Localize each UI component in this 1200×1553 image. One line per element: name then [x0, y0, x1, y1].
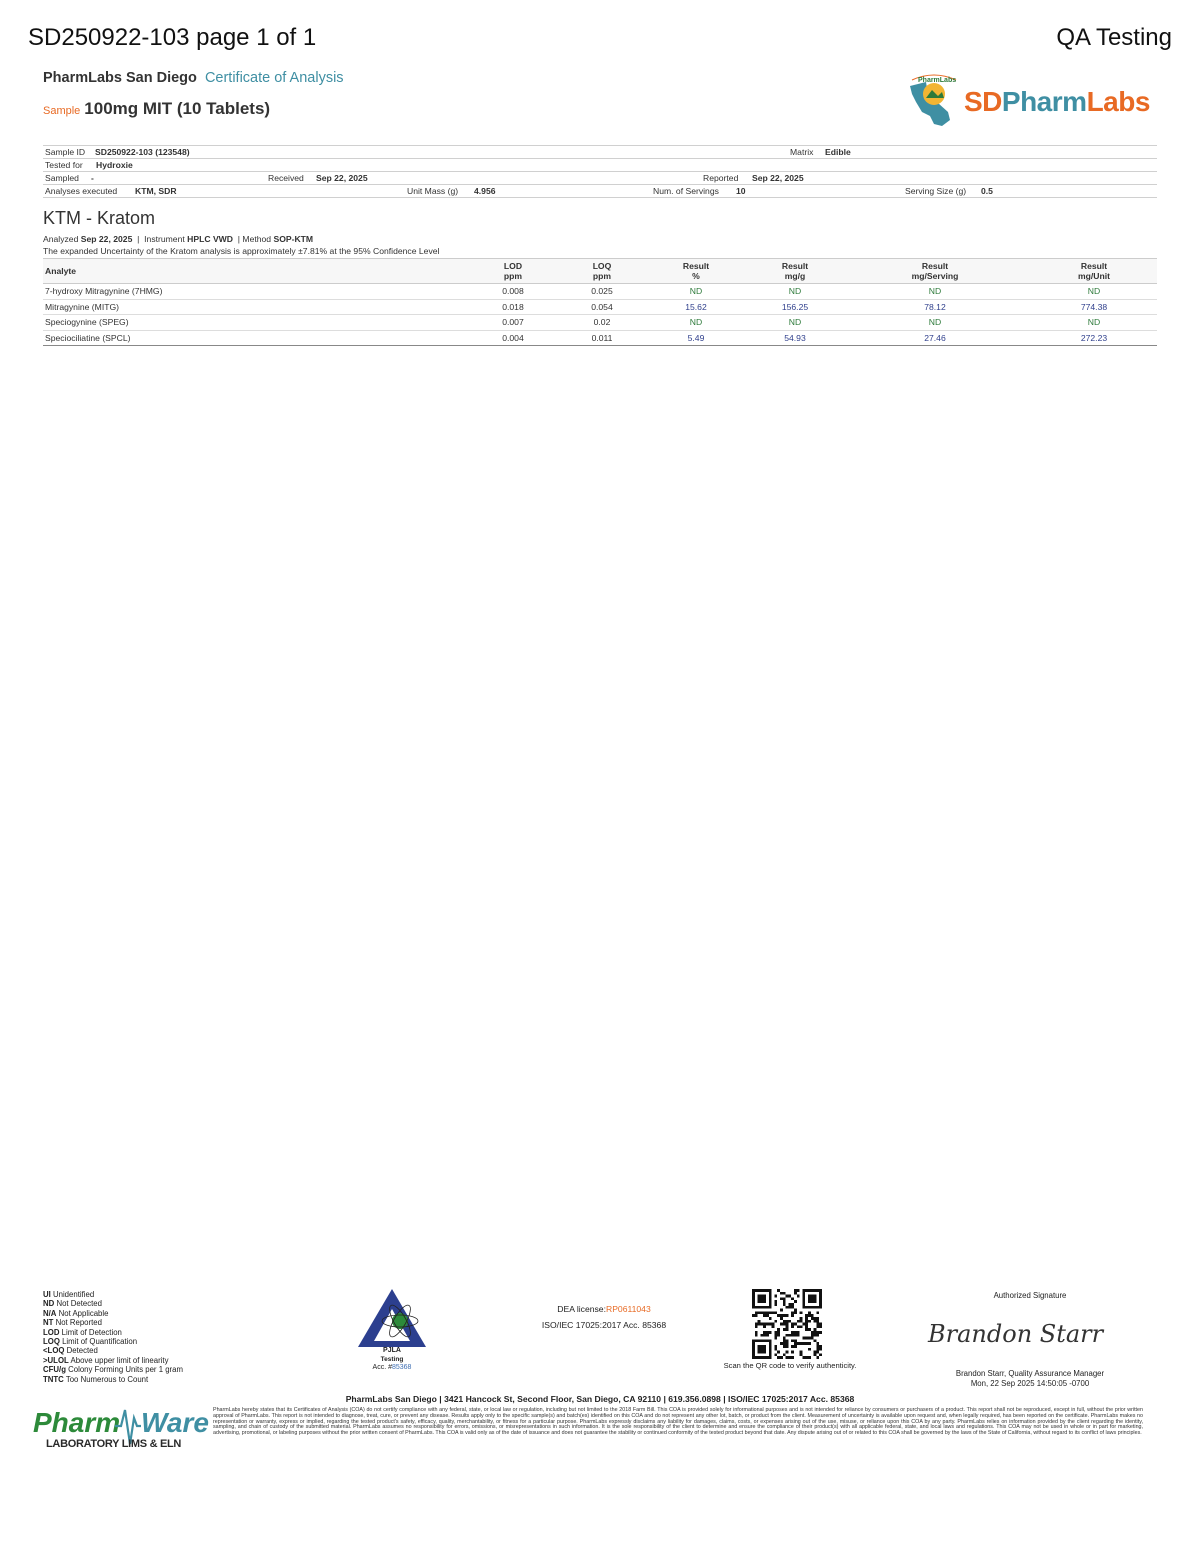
- tested-for-value: Hydroxie: [96, 160, 133, 170]
- instrument-label: Instrument: [144, 234, 185, 244]
- analyzed-date: Sep 22, 2025: [80, 234, 133, 244]
- logo-labs: Labs: [1086, 86, 1150, 117]
- abbreviation-item: >ULOL Above upper limit of linearity: [43, 1355, 169, 1365]
- authorized-signature-label: Authorized Signature: [993, 1291, 1067, 1300]
- page-id-title: SD250922-103 page 1 of 1: [28, 24, 317, 51]
- lab-heading: [43, 70, 344, 86]
- analyzed-label: Analyzed: [43, 234, 79, 244]
- value-cell: ND: [839, 315, 1031, 331]
- table-row: [43, 330, 1157, 346]
- column-header: Result mg/Unit: [1031, 259, 1157, 284]
- received-label: Received: [268, 173, 304, 183]
- value-cell: 272.23: [1031, 330, 1157, 346]
- info-row-analyses: [43, 184, 1157, 198]
- table-row: [43, 315, 1157, 331]
- table-row: [43, 299, 1157, 315]
- servings-value: 10: [736, 186, 746, 196]
- column-header: LOD ppm: [463, 259, 563, 284]
- table-header-row: [43, 259, 1157, 284]
- matrix-value: Edible: [825, 147, 851, 157]
- column-header: Analyte: [43, 259, 463, 284]
- dea-license: DEA license:RP0611043: [557, 1304, 651, 1314]
- value-cell: 774.38: [1031, 299, 1157, 315]
- iso-accreditation: ISO/IEC 17025:2017 Acc. 85368: [541, 1320, 667, 1330]
- pharmware-tagline: LABORATORY LIMS & ELN: [46, 1438, 182, 1450]
- analyte-cell: Speciociliatine (SPCL): [43, 330, 463, 346]
- lab-name: PharmLabs San Diego: [43, 70, 197, 86]
- qa-testing-label: QA Testing: [1056, 24, 1172, 51]
- analyses-value: KTM, SDR: [135, 186, 177, 196]
- serving-size-label: Serving Size (g): [905, 186, 967, 196]
- sampled-value: -: [91, 173, 94, 183]
- signature-datetime: Mon, 22 Sep 2025 14:50:05 -0700: [970, 1378, 1090, 1388]
- value-cell: 0.018: [463, 299, 563, 315]
- info-row-tested-for: [43, 158, 1157, 171]
- value-cell: 0.008: [463, 284, 563, 300]
- tested-for-label: Tested for: [45, 160, 83, 170]
- signer-details: [925, 1369, 1135, 1388]
- abbreviation-item: <LOQ Detected: [43, 1346, 98, 1356]
- value-cell: 0.004: [463, 330, 563, 346]
- logo-sd: SD: [964, 86, 1002, 117]
- table-row: [43, 284, 1157, 300]
- column-header: Result mg/Serving: [839, 259, 1031, 284]
- method-value: SOP-KTM: [273, 234, 314, 244]
- abbreviation-item: TNTC Too Numerous to Count: [43, 1374, 149, 1384]
- value-cell: ND: [641, 284, 751, 300]
- reported-label: Reported: [703, 173, 739, 183]
- column-header: Result %: [641, 259, 751, 284]
- logo-pharm: Pharm: [1001, 86, 1087, 117]
- abbreviation-item: ND Not Detected: [43, 1299, 102, 1309]
- analyte-cell: Mitragynine (MITG): [43, 299, 463, 315]
- instrument-value: HPLC VWD: [187, 234, 233, 244]
- svg-text:Brandon Starr: Brandon Starr: [928, 1320, 1104, 1348]
- abbreviation-item: CFU/g Colony Forming Units per 1 gram: [43, 1365, 183, 1375]
- abbreviation-item: LOQ Limit of Quantification: [43, 1337, 138, 1347]
- info-row-dates: [43, 171, 1157, 184]
- value-cell: 78.12: [839, 299, 1031, 315]
- abbreviation-item: N/A Not Applicable: [43, 1308, 109, 1318]
- reported-value: Sep 22, 2025: [752, 173, 804, 183]
- value-cell: ND: [641, 315, 751, 331]
- servings-label: Num. of Servings: [653, 186, 719, 196]
- column-header: LOQ ppm: [563, 259, 641, 284]
- pjla-name: PJLA: [383, 1347, 401, 1354]
- results-table: [43, 258, 1157, 346]
- value-cell: 0.011: [563, 330, 641, 346]
- pjla-accreditation-number: Acc. #85368: [372, 1364, 412, 1371]
- analyte-cell: 7-hydroxy Mitragynine (7HMG): [43, 284, 463, 300]
- svg-text:Pharm: Pharm: [33, 1407, 121, 1438]
- value-cell: 54.93: [751, 330, 839, 346]
- value-cell: ND: [1031, 315, 1157, 331]
- verification-qr-code-icon[interactable]: [752, 1289, 822, 1359]
- analysis-details: Analyzed Sep 22, 2025 | Instrument HPLC VWD | Method SOP-KTM: [43, 234, 314, 244]
- sample-label: Sample: [43, 105, 81, 117]
- sample-heading: [43, 99, 270, 119]
- unit-mass-label: Unit Mass (g): [407, 186, 459, 196]
- california-badge-icon: [904, 72, 964, 132]
- value-cell: 0.054: [563, 299, 641, 315]
- sampled-label: Sampled: [45, 173, 79, 183]
- badge-text: PharmLabs: [918, 77, 957, 84]
- qr-caption: Scan the QR code to verify authenticity.: [723, 1361, 857, 1370]
- analyses-label: Analyses executed: [45, 186, 118, 196]
- value-cell: 0.02: [563, 315, 641, 331]
- value-cell: ND: [839, 284, 1031, 300]
- value-cell: ND: [751, 284, 839, 300]
- document-type: Certificate of Analysis: [204, 70, 344, 86]
- sdpharmlabs-logo: [904, 72, 1160, 132]
- abbreviation-item: NT Not Reported: [43, 1318, 102, 1328]
- column-header: Result mg/g: [751, 259, 839, 284]
- sample-name: 100mg MIT (10 Tablets): [84, 99, 271, 118]
- value-cell: 5.49: [641, 330, 751, 346]
- value-cell: 0.025: [563, 284, 641, 300]
- value-cell: 156.25: [751, 299, 839, 315]
- value-cell: 27.46: [839, 330, 1031, 346]
- matrix-label: Matrix: [790, 147, 814, 157]
- abbreviations-legend: [43, 1290, 183, 1384]
- sample-id-value: SD250922-103 (123548): [95, 147, 190, 157]
- handwritten-signature: [920, 1316, 1140, 1350]
- serving-size-value: 0.5: [981, 186, 993, 196]
- sample-id-label: Sample ID: [45, 147, 86, 157]
- uncertainty-note: The expanded Uncertainty of the Kratom analysis is approximately ±7.81% at the 95% Confidence Level: [43, 246, 440, 256]
- logo-wordmark: [964, 86, 1150, 118]
- analyte-cell: Speciogynine (SPEG): [43, 315, 463, 331]
- method-label: Method: [242, 234, 272, 244]
- abbreviation-item: UI Unidentified: [43, 1290, 95, 1299]
- signer-name-title: Brandon Starr, Quality Assurance Manager: [955, 1369, 1105, 1378]
- legal-disclaimer: PharmLabs hereby states that its Certificates of Analysis (COA) do not certify compliance with any federal, state, or local law or regulation, including but not limited to the 2018 Farm Bill. This COA is provided solely for informational purposes and is not intended for reliance by consumers or purchasers of a product. This report shall not be reproduced, except in full, without the prior written approval of PharmLabs. This report is not intended to diagnose, treat, cure, or prevent any disease. Results apply only to the specific sample(s) and batch(es) identified on this COA and do not represent any other lot, batch, or product from the client. Measurement of uncertainty is available upon request and, when legally required, has been reported on the certificate. PharmLabs makes no representation or warranty, express or implied, regarding the tested product's safety, efficacy, quality, merchantability, or fitness for a particular purpose. PharmLabs expressly disclaims any liability for damages, claims, costs, or expenses arising out of the use, misuse, or reliance upon this COA by any party. PharmLabs relies on information provided by the client regarding the identity, sampling, and chain of custody of the submitted material. PharmLabs assumes no responsibility for errors, omissions, or misrepresentations in such information. It is the sole responsibility of the client to determine and ensure the compliance of their product(s) with all applicable federal, state, and local laws and regulations. This COA may not be used in whole or in part for marketing, advertising, promotional, or labeling purposes without the prior written consent of PharmLabs. This COA is valid only as of the date of issuance and does not guarantee the stability or continued conformity of the tested product beyond that date. Any dispute arising out of or related to this COA shall be governed by the laws of the State of California, without regard to its conflict of laws principles.: [213, 1407, 1143, 1437]
- svg-text:Ware: Ware: [141, 1407, 209, 1438]
- value-cell: 0.007: [463, 315, 563, 331]
- received-value: Sep 22, 2025: [316, 173, 368, 183]
- value-cell: ND: [751, 315, 839, 331]
- lab-address: PharmLabs San Diego | 3421 Hancock St, Second Floor, San Diego, CA 92110 | 619.356.0898 | ISO/IEC 17025:2017 Acc. 85368: [345, 1394, 855, 1404]
- unit-mass-value: 4.956: [474, 186, 496, 196]
- section-title: KTM - Kratom: [43, 208, 156, 228]
- info-row-sample-id: [43, 145, 1157, 158]
- abbreviation-item: LOD Limit of Detection: [43, 1327, 122, 1337]
- value-cell: 15.62: [641, 299, 751, 315]
- pjla-testing: Testing: [380, 1356, 404, 1363]
- value-cell: ND: [1031, 284, 1157, 300]
